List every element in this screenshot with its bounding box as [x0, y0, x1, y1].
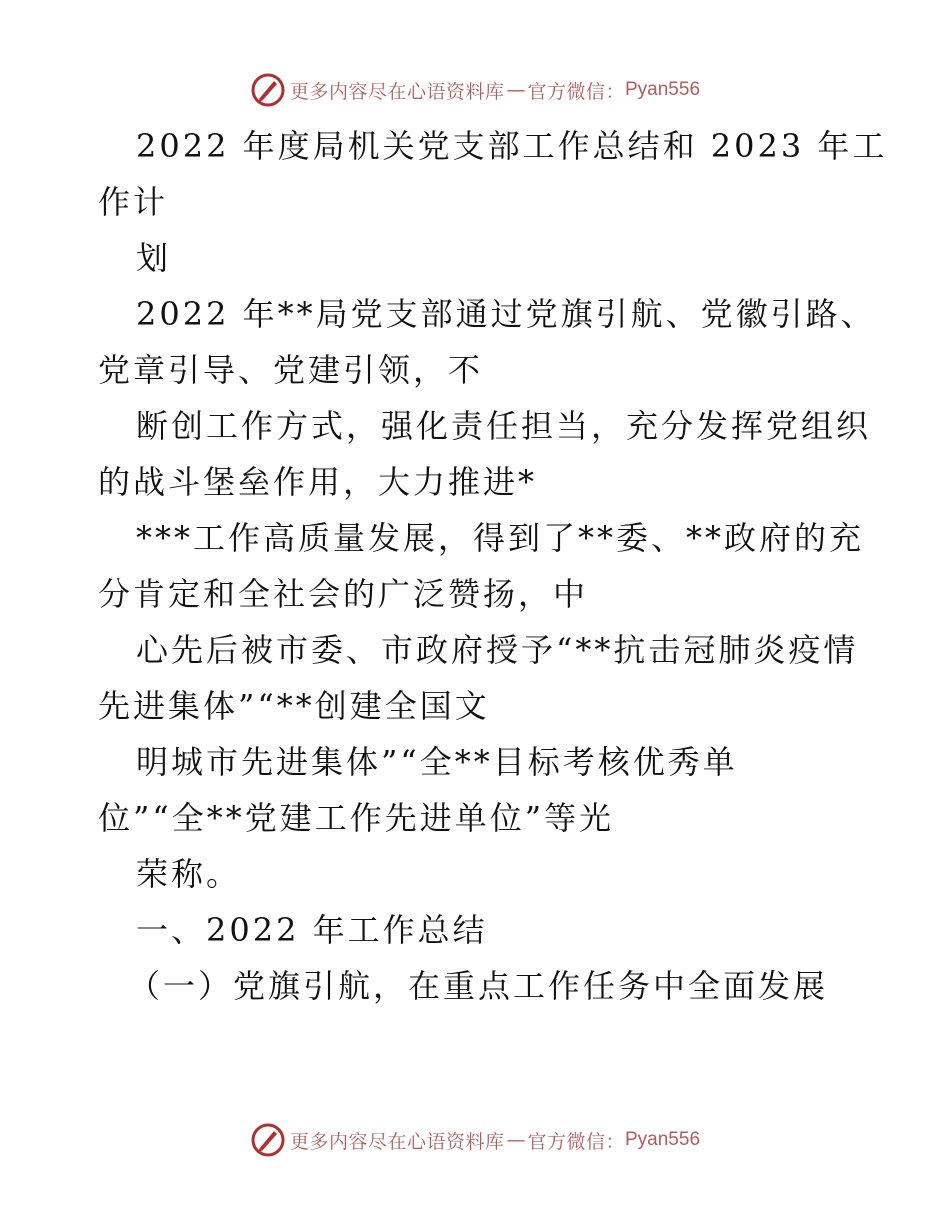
paragraph-line: 2022 年**局党支部通过党旗引航、党徽引路、 [136, 295, 876, 333]
paragraph-line: 先进集体”“**创建全国文 [98, 687, 490, 725]
paragraph-line: 断创工作方式，强化责任担当，充分发挥党组织 [136, 407, 872, 445]
document-title-line-3: 划 [136, 239, 172, 277]
watermark-text: 更多内容尽在心语资料库 [289, 80, 505, 103]
paragraph-line: 的战斗堡垒作用，大力推进* [98, 463, 538, 501]
paragraph-line: 党章引导、党建引领，不 [98, 351, 484, 389]
quill-logo-icon [250, 72, 286, 108]
section-heading: 一、2022 年工作总结 [136, 911, 488, 949]
watermark-label: 官方微信： [527, 1130, 625, 1153]
subsection-heading: （一）党旗引航，在重点工作任务中全面发展 [128, 967, 829, 1005]
watermark-text: 更多内容尽在心语资料库 [289, 1130, 505, 1153]
paragraph-line: 明城市先进集体”“全**目标考核优秀单 [136, 743, 738, 781]
paragraph-line: 心先后被市委、市政府授予“**抗击冠肺炎疫情 [136, 631, 859, 669]
document-title-line-1: 2022 年度局机关党支部工作总结和 2023 年工 [136, 127, 888, 165]
quill-logo-icon [250, 1122, 286, 1158]
watermark-handle: Pyan556 [625, 79, 701, 100]
watermark-separator: — [506, 79, 526, 101]
document-body [98, 118, 888, 1014]
paragraph-line: 位”“全**党建工作先进单位”等光 [98, 799, 615, 837]
document-title-line-2: 作计 [98, 183, 169, 221]
paragraph-line: ***工作高质量发展，得到了**委、**政府的充 [136, 519, 865, 557]
header-watermark [0, 70, 950, 110]
paragraph-line: 荣称。 [136, 855, 242, 893]
watermark-separator: — [506, 1129, 526, 1151]
paragraph-line: 分肯定和全社会的广泛赞扬，中 [98, 575, 589, 613]
watermark-handle: Pyan556 [625, 1129, 701, 1150]
watermark-label: 官方微信： [527, 80, 625, 103]
footer-watermark [0, 1120, 950, 1160]
